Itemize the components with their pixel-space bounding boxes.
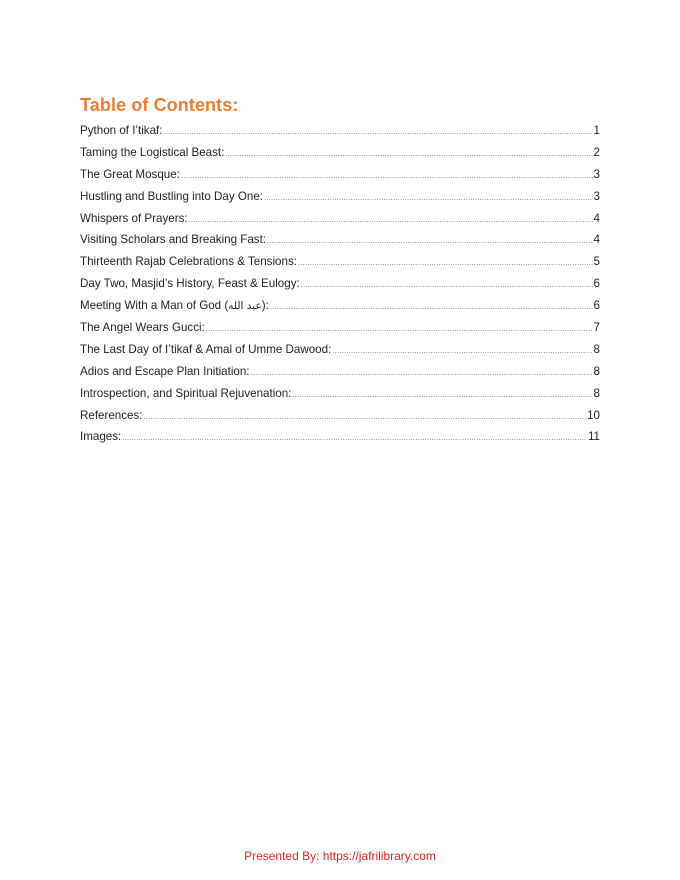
toc-entry-label: The Angel Wears Gucci: — [80, 321, 205, 335]
toc-leader — [189, 210, 593, 232]
toc-page-number: 8 — [593, 364, 600, 378]
toc-page-number: 8 — [593, 342, 600, 356]
toc-entry[interactable] — [80, 405, 600, 427]
toc-entry[interactable] — [80, 208, 600, 230]
toc-entry-label: Taming the Logistical Beast: — [80, 145, 225, 159]
toc-page-number: 2 — [593, 145, 600, 159]
footer-credit: Presented By: https://jafrilibrary.com — [244, 849, 436, 863]
toc-entry-label-suffix: ): — [261, 299, 269, 313]
toc-entry[interactable] — [80, 120, 600, 142]
toc-leader — [264, 188, 593, 210]
toc-page-number: 3 — [593, 167, 600, 181]
toc-leader — [181, 166, 593, 188]
toc-list — [80, 120, 600, 448]
toc-entry-label-arabic: عبد الله — [228, 300, 262, 313]
toc-entry-label: Whispers of Prayers: — [80, 211, 188, 225]
toc-leader — [164, 122, 593, 144]
toc-leader — [298, 253, 593, 275]
toc-leader — [267, 231, 593, 253]
toc-page-number: 8 — [593, 386, 600, 400]
toc-page-number: 4 — [593, 211, 600, 225]
toc-entry-label: Images: — [80, 430, 122, 444]
toc-page-number: 3 — [593, 189, 600, 203]
toc-leader — [292, 385, 592, 407]
toc-entry[interactable] — [80, 229, 600, 251]
toc-entry-label: Thirteenth Rajab Celebrations & Tensions: — [80, 255, 297, 269]
toc-leader — [332, 341, 592, 363]
toc-entry-label: Hustling and Bustling into Day One: — [80, 189, 264, 203]
toc-entry[interactable] — [80, 383, 600, 405]
toc-leader — [144, 407, 587, 429]
toc-leader — [301, 275, 593, 297]
toc-page-number: 5 — [593, 255, 600, 269]
toc-page-number: 6 — [593, 277, 600, 291]
toc-page-number: 1 — [593, 124, 600, 137]
toc-entry-label: The Great Mosque: — [80, 167, 180, 181]
toc-leader — [225, 144, 592, 166]
toc-entry-label: References: — [80, 408, 143, 422]
toc-entry[interactable] — [80, 361, 600, 383]
toc-entry-label: Day Two, Masjid’s History, Feast & Eulogy: — [80, 277, 300, 291]
toc-entry[interactable] — [80, 142, 600, 164]
toc-entry[interactable] — [80, 339, 600, 361]
toc-entry[interactable] — [80, 317, 600, 339]
toc-leader — [206, 319, 593, 341]
toc-entry[interactable] — [80, 164, 600, 186]
toc-entry-label — [80, 295, 269, 318]
toc-entry-label: Visiting Scholars and Breaking Fast: — [80, 233, 267, 247]
toc-leader — [251, 363, 593, 385]
toc-page-number: 11 — [587, 430, 600, 444]
toc-page-number: 6 — [593, 299, 600, 313]
toc-leader — [122, 428, 587, 450]
toc-entry[interactable] — [80, 186, 600, 208]
toc-leader — [270, 297, 593, 319]
toc-entry-label: Introspection, and Spiritual Rejuvenation: — [80, 386, 292, 400]
toc-page-number: 10 — [587, 408, 600, 422]
toc-page-number: 4 — [593, 233, 600, 247]
toc-page-number: 7 — [593, 321, 600, 335]
toc-entry-label-prefix: Meeting With a Man of God ( — [80, 299, 229, 313]
toc-title: Table of Contents: — [80, 95, 239, 115]
toc-entry[interactable] — [80, 273, 600, 295]
toc-entry-label: Python of I’tikaf: — [80, 124, 163, 137]
toc-entry[interactable] — [80, 295, 600, 317]
toc-entry-label: Adios and Escape Plan Initiation: — [80, 364, 250, 378]
toc-entry[interactable] — [80, 251, 600, 273]
toc-entry[interactable] — [80, 426, 600, 448]
toc-entry-label: The Last Day of I’tikaf & Amal of Umme Dawood: — [80, 342, 332, 356]
